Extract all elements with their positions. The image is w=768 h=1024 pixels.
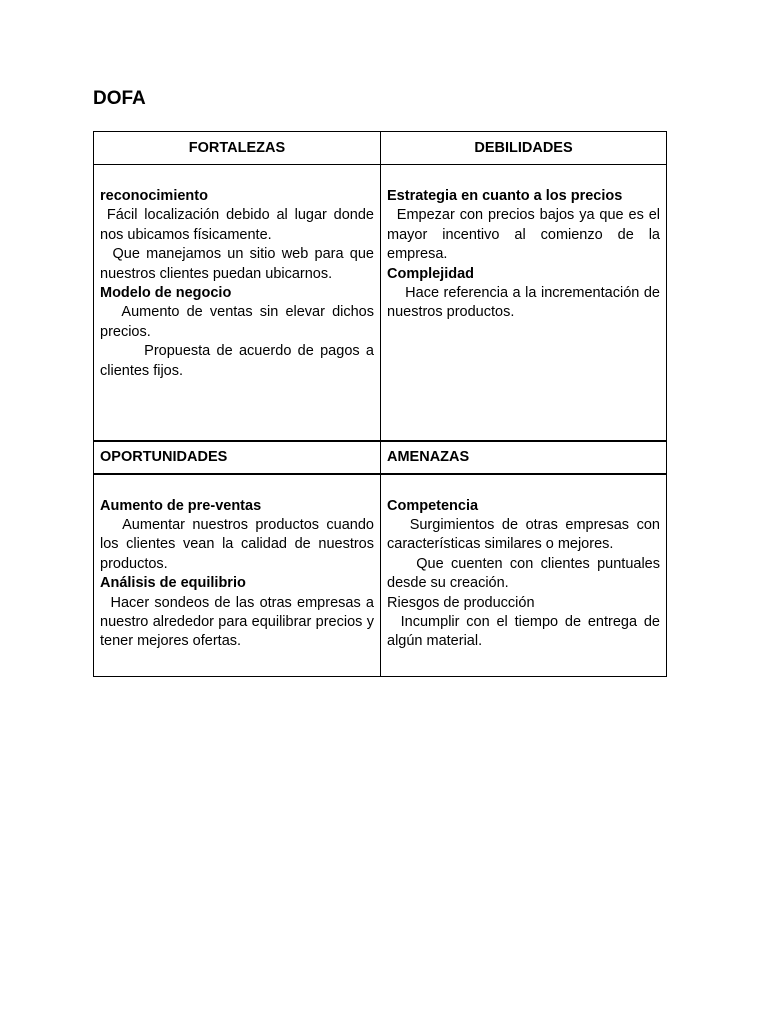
fortalezas-item-text: Fácil localización debido al lugar donde nos ubicamos físicamente.	[100, 207, 374, 243]
table-row	[94, 474, 667, 677]
fortalezas-cell	[94, 165, 381, 441]
fortalezas-content	[100, 187, 374, 381]
amenazas-cell	[381, 474, 667, 677]
debilidades-item-heading: Complejidad	[387, 265, 475, 282]
fortalezas-item-text: Que manejamos un sitio web para que nuestros clientes puedan ubicarnos.	[100, 246, 374, 282]
debilidades-item-heading: Estrategia en cuanto a los precios	[387, 188, 623, 204]
debilidades-header-label: DEBILIDADES	[474, 139, 573, 156]
amenazas-header: AMENAZAS	[381, 441, 667, 474]
fortalezas-header	[94, 132, 381, 165]
page-title: DOFA	[93, 88, 146, 109]
amenazas-content	[387, 497, 660, 652]
oportunidades-item-heading: Análisis de equilibrio	[100, 575, 246, 592]
table-row	[94, 441, 667, 474]
fortalezas-header-label: FORTALEZAS	[188, 139, 286, 156]
table-row	[94, 165, 667, 441]
amenazas-item-heading: Competencia	[387, 497, 479, 514]
amenazas-item-text: Que cuenten con clientes puntuales desde su creación.	[387, 555, 660, 592]
debilidades-content	[387, 187, 660, 323]
amenazas-item-text: Surgimientos de otras empresas con características similares o mejores.	[387, 516, 660, 553]
oportunidades-cell	[94, 474, 381, 677]
debilidades-item-text: Empezar con precios bajos ya que es el mayor incentivo al comienzo de la empresa.	[387, 207, 660, 263]
dofa-table	[93, 131, 667, 677]
fortalezas-item-text: Aumento de ventas sin elevar dichos precios.	[100, 304, 374, 340]
amenazas-item-text: Incumplir con el tiempo de entrega de algún material.	[387, 613, 660, 650]
oportunidades-item-text: Aumentar nuestros productos cuando los clientes vean la calidad de nuestros productos.	[100, 516, 374, 572]
debilidades-item-text: Hace referencia a la incrementación de nuestros productos.	[387, 285, 660, 321]
fortalezas-item-heading: reconocimiento	[100, 188, 208, 204]
oportunidades-item-heading: Aumento de pre-ventas	[100, 497, 262, 514]
oportunidades-item-text: Hacer sondeos de las otras empresas a nuestro alrededor para equilibrar precios y tener mejores ofertas.	[100, 594, 374, 650]
oportunidades-header: OPORTUNIDADES	[94, 441, 381, 474]
oportunidades-content	[100, 497, 374, 652]
debilidades-cell	[381, 165, 667, 441]
table-row	[94, 132, 667, 165]
amenazas-item-heading: Riesgos de producción	[387, 594, 535, 611]
debilidades-header	[381, 132, 667, 165]
fortalezas-item-text: Propuesta de acuerdo de pagos a clientes fijos.	[100, 343, 374, 379]
fortalezas-item-heading: Modelo de negocio	[100, 285, 232, 302]
